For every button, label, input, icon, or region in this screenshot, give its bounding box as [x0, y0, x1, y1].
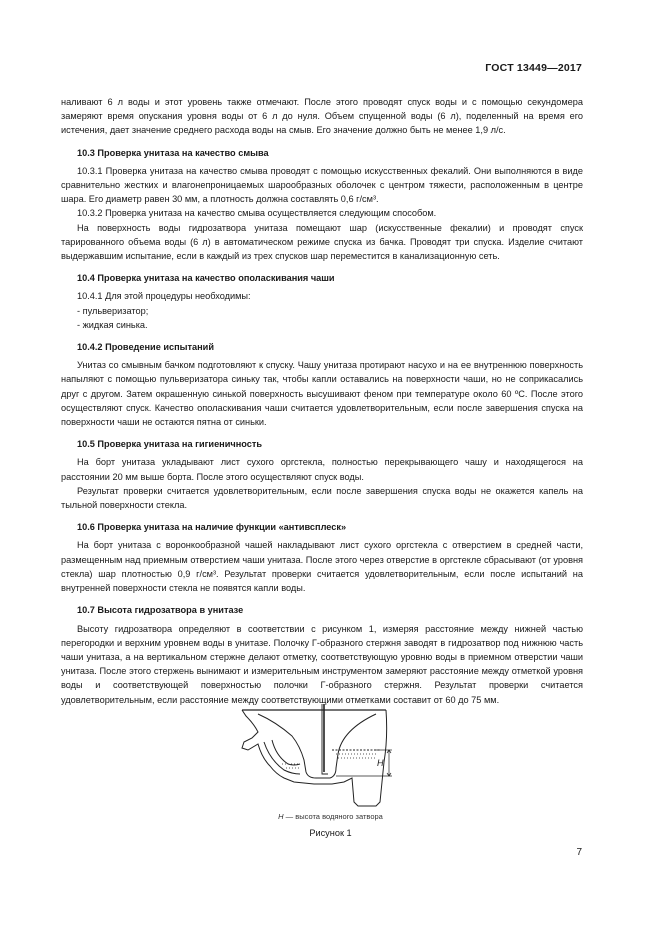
- section-heading-10-4-2: 10.4.2 Проведение испытаний: [77, 342, 214, 353]
- toilet-cross-section-drawing: [236, 702, 396, 810]
- trap-inner: [272, 740, 300, 765]
- paragraph-10-6: На борт унитаза с воронкообразной чашей накладывают лист сухого оргстекла с отверстием в средней части, размещенным над приемным отверстием чаши унитаза. После этого через отверстие в оргстекле сбрасывают (от уровня стекла) шар плотностью 0,9 г/см³. Результат проверки считается удовлетворительным, если после испытаний на внутренней поверхности стекла не появятся капли воды.: [61, 540, 583, 594]
- document-body: [61, 95, 583, 707]
- legend-text: — высота водяного затвора: [283, 812, 383, 821]
- list-item: - жидкая синька.: [77, 319, 148, 330]
- section-heading-10-7: 10.7 Высота гидрозатвора в унитазе: [77, 605, 244, 616]
- trap-channel: [264, 742, 300, 774]
- paragraph-continuation: наливают 6 л воды и этот уровень также отмечают. После этого проводят спуск воды и с помощью секундомера замеряют время опускания уровня воды от 6 л до нуля. Объем спущенной воды (6 л), поделенный на время его истечения, дает значение среднего расхода воды на смыв. Его значение должно быть не менее 1,9 л/с.: [61, 97, 583, 136]
- dimension-label: H: [377, 758, 384, 768]
- figure-legend: [0, 812, 661, 821]
- paragraph-10-7: Высоту гидрозатвора определяют в соответствии с рисунком 1, измеряя расстояние между нижней частью перегородки и верхним уровнем воды в унитазе. Полочку Г-образного стержня заводят в гидрозатвор под нижнюю часть чаши унитаза, а на вертикальном стержне делают отметку, соответствующую уровню воды в приемном отверстии чаши унитаза. После этого стержень вынимают и измерительным инструментом замеряют расстояние между отметкой уровня воды и соответствующей поверхностью полочки Г-образного стержня. Результат проверки считается удовлетворительным, если расстояние между соответствующими отметками составит от 60 до 75 мм.: [61, 623, 583, 705]
- paragraph-10-5-a: На борт унитаза укладывают лист сухого оргстекла, полностью перекрывающего чашу и находящегося на расстоянии 20 мм выше борта. После этого осуществляют спуск воды.: [61, 457, 583, 482]
- paragraph-10-3-1: 10.3.1 Проверка унитаза на качество смыва проводят с помощью искусственных фекалий. Они выполняются в виде сравнительно жестких и влагонепроницаемых шарообразных оболочек с центром тяжести, расположенным в центре шара. Его диаметр равен 30 мм, а плотность должна составлять 0,6 г/см³.: [61, 165, 583, 205]
- standard-number: ГОСТ 13449—2017: [485, 62, 582, 74]
- figure-label: Рисунок 1: [309, 828, 352, 838]
- paragraph-10-4-1: 10.4.1 Для этой процедуры необходимы:: [77, 291, 251, 302]
- section-heading-10-5: 10.5 Проверка унитаза на гигиеничность: [77, 439, 263, 450]
- section-heading-10-4: 10.4 Проверка унитаза на качество ополаскивания чаши: [77, 273, 335, 284]
- toilet-water-seal-figure: [236, 702, 396, 810]
- paragraph-10-3-2: 10.3.2 Проверка унитаза на качество смыва осуществляется следующим способом.: [77, 208, 437, 219]
- paragraph-10-4-2: Унитаз со смывным бачком подготовляют к спуску. Чашу унитаза протирают насухо и на ее внутреннюю поверхность напыляют с помощью пульверизатора синьку так, чтобы капли оставались на поверхности чаши, но не соприкасались друг с другом. Затем окрашенную синькой поверхность высушивают феном при температуре около 60 ºС. После этого осуществляют спуск. Качество ополаскивания чаши считается удовлетворительным, если после завершения спуска на поверхности чаши не остаются пятна от синьки.: [61, 360, 583, 428]
- legend-symbol: H: [278, 812, 284, 821]
- section-heading-10-6: 10.6 Проверка унитаза на наличие функции «антивсплеск»: [77, 522, 347, 533]
- paragraph-10-5-b: Результат проверки считается удовлетворительным, если после завершения спуска воды не окажется капель на тыльной поверхности стекла.: [61, 485, 583, 511]
- paragraph-10-3-2-body: На поверхность воды гидрозатвора унитаза помещают шар (искусственные фекалии) и проводят спуск тарированного объема воды (6 л) в автоматическом режиме спуска из бачка. Проводят три спуска. Изделие считают выдержавшим испытание, если в каждый из трех спусков шар переместится в канализационную сеть.: [61, 222, 583, 262]
- outer-contour: [242, 710, 387, 806]
- bowl-inner: [258, 714, 376, 778]
- section-heading-10-3: 10.3 Проверка унитаза на качество смыва: [77, 147, 269, 158]
- page-number: 7: [576, 847, 582, 858]
- list-item: - пульверизатор;: [77, 305, 149, 316]
